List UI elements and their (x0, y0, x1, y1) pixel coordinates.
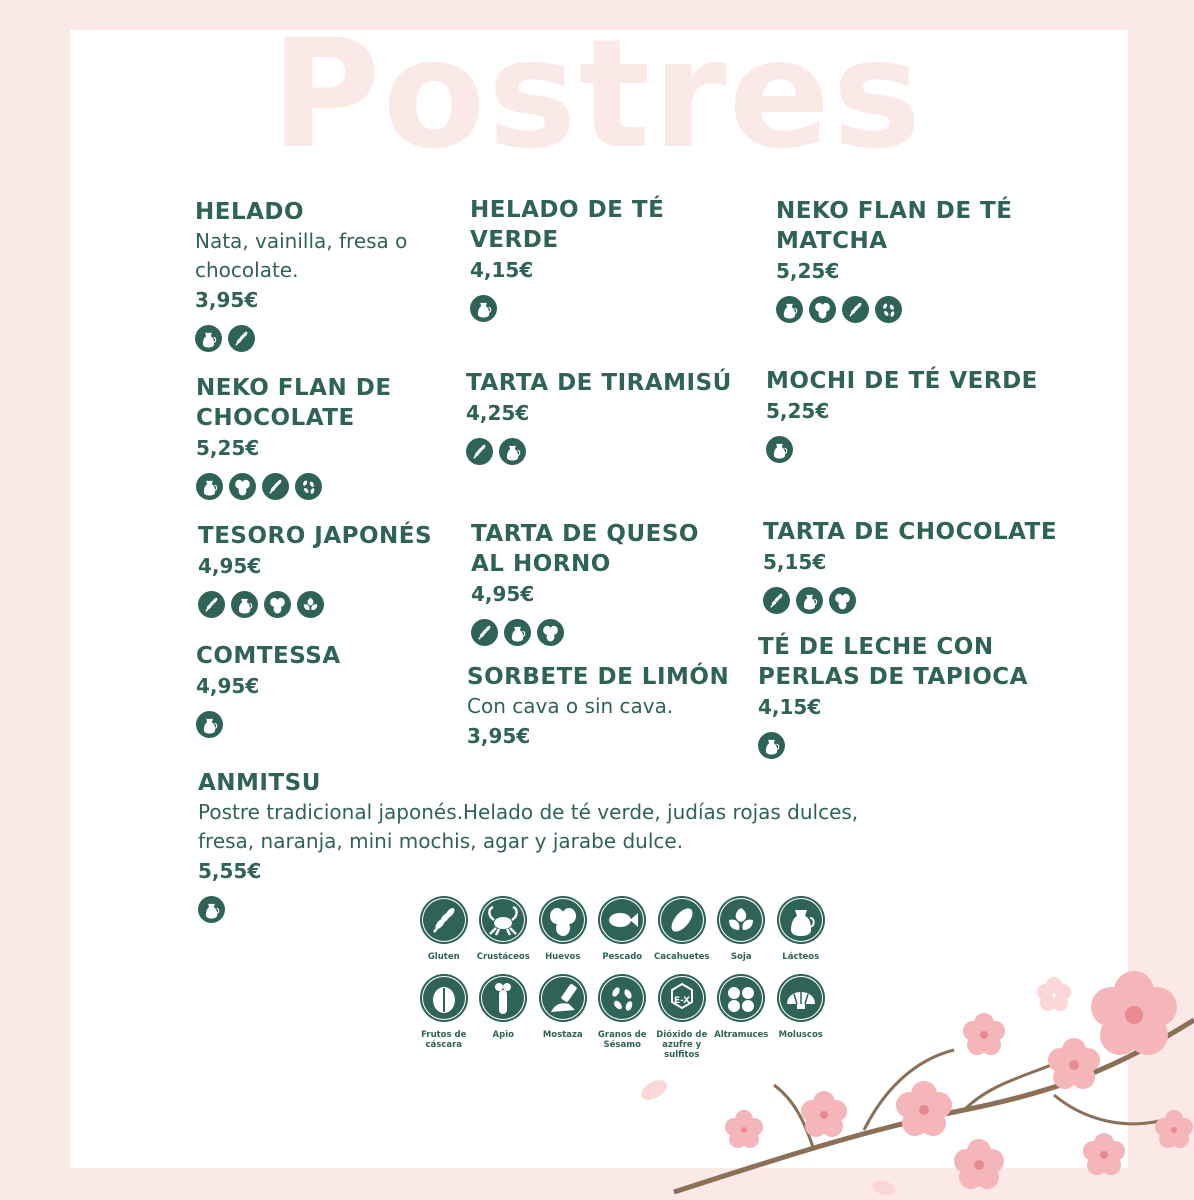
lacteos-icon (196, 711, 223, 738)
crustaceos-icon (479, 896, 527, 944)
legend-item (652, 896, 712, 962)
menu-item (196, 373, 436, 500)
page-title: Postres (270, 8, 924, 182)
item-description: Postre tradicional japonés.Helado de té verde, judías rojas dulces, fresa, naranja, mini mochis, agar y jarabe dulce. (198, 800, 859, 853)
menu-item (758, 632, 1028, 759)
lacteos-icon (470, 295, 497, 322)
lacteos-icon (231, 591, 258, 618)
lacteos-icon (777, 896, 825, 944)
item-description: Nata, vainilla, fresa o chocolate. (195, 229, 408, 282)
menu-item (196, 641, 436, 738)
item-name: TARTA DE CHOCOLATE (763, 519, 1058, 545)
cacahuetes-icon (658, 896, 706, 944)
gluten-icon (842, 296, 869, 323)
huevos-icon (229, 473, 256, 500)
item-price: 5,25€ (776, 259, 840, 283)
legend-item (414, 896, 474, 962)
allergen-list (195, 325, 435, 352)
legend-label: Soja (730, 952, 752, 962)
menu-item (766, 366, 1056, 463)
allergen-list (196, 711, 436, 738)
legend-label: Frutos de cáscara (421, 1030, 467, 1050)
legend-label: Apio (492, 1030, 514, 1040)
legend-label: Crustáceos (476, 952, 530, 962)
item-description: Con cava o sin cava. (467, 694, 674, 718)
item-price: 4,95€ (471, 582, 535, 606)
pescado-icon (598, 896, 646, 944)
item-name: COMTESSA (196, 643, 341, 669)
cherry-blossom-decoration (634, 960, 1194, 1200)
menu-item (198, 521, 458, 618)
menu-item (467, 662, 757, 751)
menu-item (776, 196, 1016, 323)
item-name: TÉ DE LECHE CON PERLAS DE TAPIOCA (758, 634, 1028, 690)
item-name: NEKO FLAN DE TÉ MATCHA (776, 198, 1013, 254)
gluten-icon (228, 325, 255, 352)
huevos-icon (809, 296, 836, 323)
legend-item (771, 896, 831, 962)
allergen-list (763, 587, 1063, 614)
menu-item (466, 368, 756, 465)
apio-icon (479, 974, 527, 1022)
item-price: 5,15€ (763, 550, 827, 574)
menu-item (470, 195, 760, 322)
legend-item (414, 974, 474, 1060)
legend-label: Mostaza (542, 1030, 583, 1040)
lacteos-icon (195, 325, 222, 352)
legend-item (712, 896, 772, 962)
lacteos-icon (766, 436, 793, 463)
menu-item (471, 519, 711, 646)
allergen-list (471, 619, 711, 646)
gluten-icon (198, 591, 225, 618)
lacteos-icon (796, 587, 823, 614)
mostaza-icon (539, 974, 587, 1022)
item-name: ANMITSU (198, 770, 321, 796)
item-price: 3,95€ (467, 724, 531, 748)
item-price: 4,15€ (758, 695, 822, 719)
legend-label: Huevos (545, 952, 581, 962)
item-price: 4,15€ (470, 258, 534, 282)
legend-label: Pescado (602, 952, 643, 962)
allergen-list (466, 438, 756, 465)
huevos-icon (264, 591, 291, 618)
legend-item (533, 896, 593, 962)
legend-label: Dióxido de azufre y sulfitos (656, 1030, 708, 1060)
legend-item (533, 974, 593, 1060)
item-price: 4,95€ (196, 674, 260, 698)
lacteos-icon (504, 619, 531, 646)
huevos-icon (539, 896, 587, 944)
legend-item (474, 896, 534, 962)
lacteos-icon (499, 438, 526, 465)
item-price: 5,55€ (198, 859, 262, 883)
sesamo-icon (295, 473, 322, 500)
item-name: TESORO JAPONÉS (198, 523, 433, 549)
item-name: SORBETE DE LIMÓN (467, 664, 730, 690)
gluten-icon (466, 438, 493, 465)
gluten-icon (420, 896, 468, 944)
lacteos-icon (196, 473, 223, 500)
legend-item (474, 974, 534, 1060)
allergen-list (776, 296, 1016, 323)
svg-text:E-X: E-X (673, 996, 690, 1006)
legend-item (593, 896, 653, 962)
soja-icon (297, 591, 324, 618)
menu-item (763, 517, 1063, 614)
gluten-icon (471, 619, 498, 646)
item-name: NEKO FLAN DE CHOCOLATE (196, 375, 392, 431)
item-price: 4,25€ (466, 401, 530, 425)
huevos-icon (829, 587, 856, 614)
allergen-list (766, 436, 1056, 463)
item-name: HELADO (195, 199, 305, 225)
legend-label: Altramuces (714, 1030, 769, 1040)
item-price: 3,95€ (195, 288, 259, 312)
legend-label: Gluten (427, 952, 460, 962)
lacteos-icon (758, 732, 785, 759)
item-price: 5,25€ (766, 399, 830, 423)
allergen-list (758, 732, 1028, 759)
menu-item (195, 197, 435, 352)
gluten-icon (763, 587, 790, 614)
legend-label: Moluscos (778, 1030, 823, 1040)
legend-label: Granos de Sésamo (597, 1030, 647, 1050)
frutos-cascara-icon (420, 974, 468, 1022)
allergen-list (470, 295, 760, 322)
soja-icon (717, 896, 765, 944)
item-price: 5,25€ (196, 436, 260, 460)
lacteos-icon (198, 896, 225, 923)
lacteos-icon (776, 296, 803, 323)
huevos-icon (537, 619, 564, 646)
item-name: HELADO DE TÉ VERDE (470, 197, 665, 253)
legend-label: Lácteos (782, 952, 820, 962)
item-price: 4,95€ (198, 554, 262, 578)
sesamo-icon (875, 296, 902, 323)
allergen-list (198, 591, 458, 618)
item-name: MOCHI DE TÉ VERDE (766, 368, 1038, 394)
gluten-icon (262, 473, 289, 500)
legend-row (414, 896, 834, 962)
allergen-list (196, 473, 436, 500)
item-name: TARTA DE QUESO AL HORNO (471, 521, 699, 577)
item-name: TARTA DE TIRAMISÚ (466, 370, 732, 396)
legend-label: Cacahuetes (653, 952, 710, 962)
